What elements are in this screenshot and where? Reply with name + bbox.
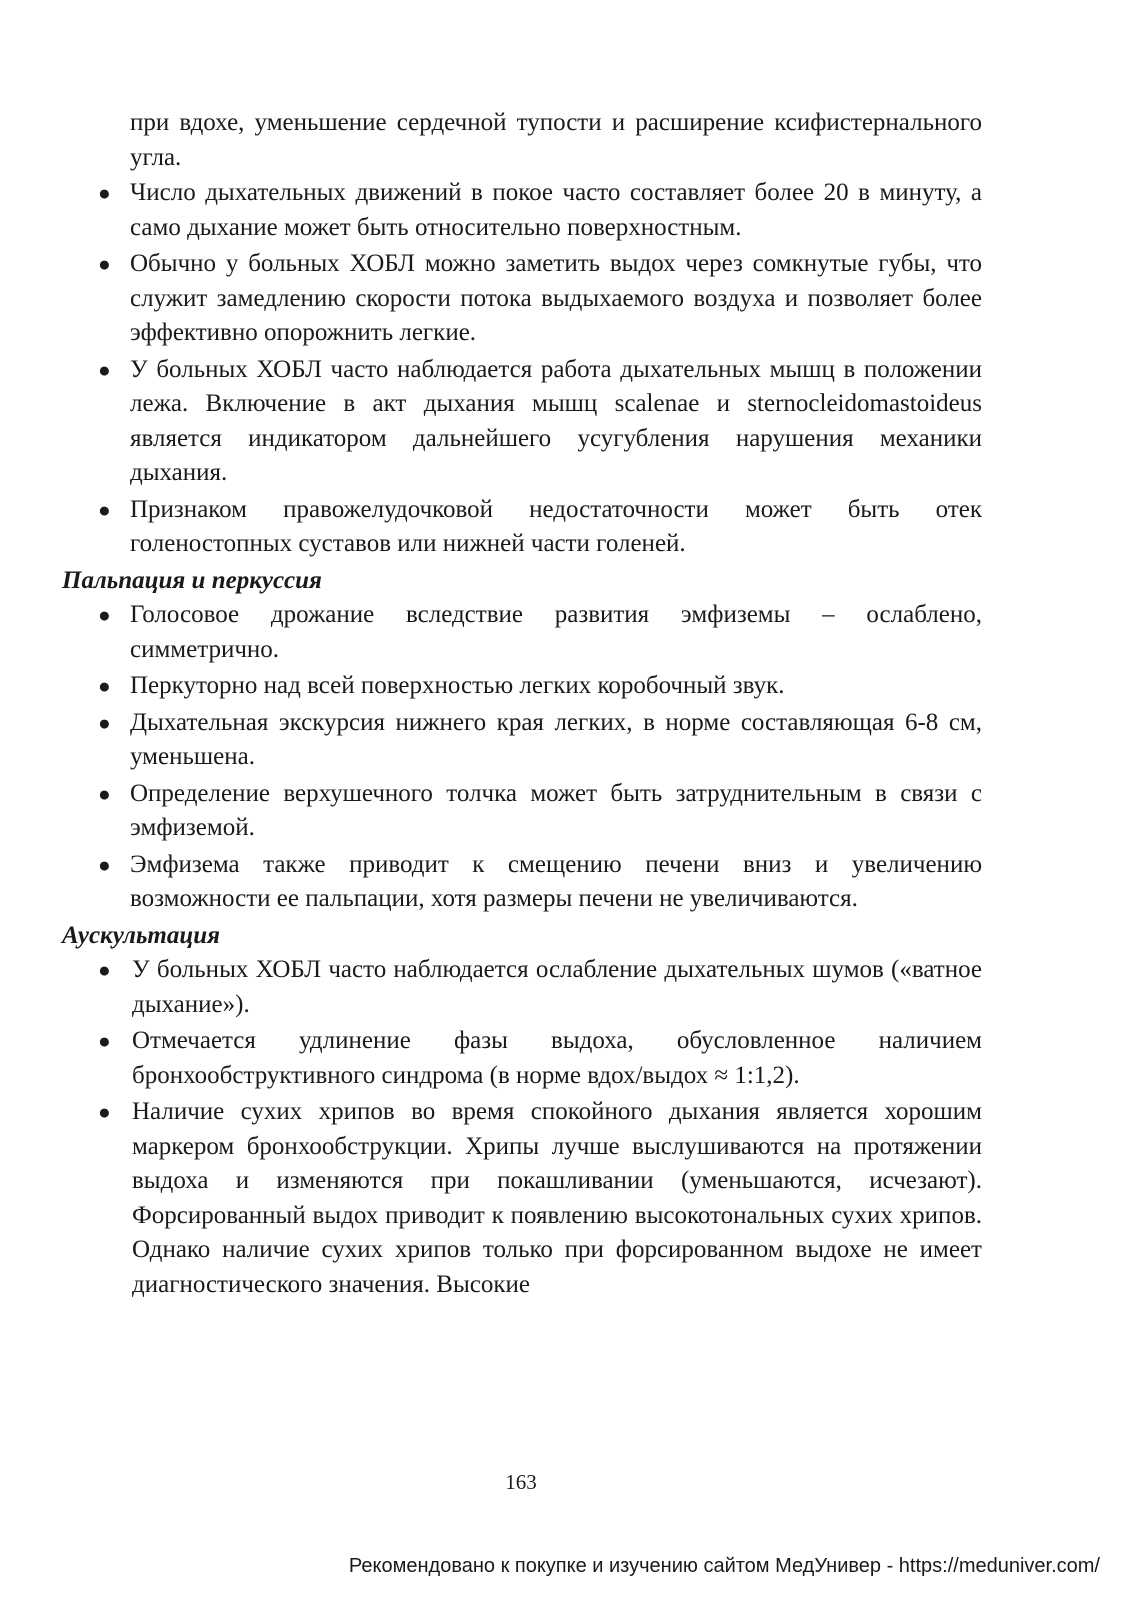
list-item [62,953,982,1022]
list-item-text: У больных ХОБЛ часто наблюдается ослабление дыхательных шумов («ватное дыхание»). [132,956,982,1018]
intro-paragraph: при вдохе, уменьшение сердечной тупости и расширение ксифистернального угла. [130,109,982,171]
bullet-icon: ● [98,1100,111,1124]
section-heading-auscultation: Аускультация [62,921,221,949]
bullet-icon: ● [98,357,111,382]
list-item [62,669,982,704]
list-item [62,848,982,917]
list-item-text: Голосовое дрожание вследствие развития эмфиземы – ослаблено, симметрично. [130,601,982,663]
list-item-text: Дыхательная экскурсия нижнего края легких, в норме составляющая 6-8 см, уменьшена. [130,708,982,770]
list-item [62,493,982,562]
page-number: 163 [505,1470,537,1494]
list-item [62,1024,982,1093]
symptom-list [62,176,982,562]
bullet-icon: ● [98,603,111,627]
page-content [62,106,982,1304]
section-heading-palpation: Пальпация и перкуссия [62,566,322,594]
list-item [62,706,982,775]
bullet-icon: ● [98,497,111,522]
list-item [62,777,982,846]
list-item-text: Признаком правожелудочковой недостаточности может быть отек голеностопных суставов или нижней части голеней. [130,495,982,557]
list-item-text: Отмечается удлинение фазы выдоха, обусловленное наличием бронхообструктивного синдрома (в норме вдох/выдох ≈ 1:1,2). [132,1027,982,1089]
bullet-icon: ● [98,674,111,698]
list-item [62,1095,982,1302]
auscultation-list [62,953,982,1302]
list-item-text: У больных ХОБЛ часто наблюдается работа дыхательных мышц в положении лежа. Включение в акт дыхания мышц scalenae и sternocleidomastoideus является индикатором дальнейшего усугубления нарушения механики дыхания. [130,355,982,486]
list-item-text: Определение верхушечного толчка может быть затруднительным в связи с эмфиземой. [130,779,982,841]
bullet-icon: ● [98,1029,111,1053]
bullet-icon: ● [98,781,111,806]
footer-link-text[interactable]: Рекомендовано к покупке и изучению сайтом МедУнивер - https://meduniver.com/ [348,1555,1100,1577]
bullet-icon: ● [98,181,111,205]
list-item [62,247,982,351]
list-item-text: Число дыхательных движений в покое часто составляет более 20 в минуту, а само дыхание может быть относительно поверхностным. [130,179,982,241]
bullet-icon: ● [98,710,111,735]
list-item [62,353,982,491]
list-item-text: Перкуторно над всей поверхностью легких коробочный звук. [130,672,785,699]
palpation-list [62,598,982,917]
list-item-text: Обычно у больных ХОБЛ можно заметить выдох через сомкнутые губы, что служит замедлению скорости потока выдыхаемого воздуха и позволяет более эффективно опорожнить легкие. [130,250,982,346]
bullet-icon: ● [98,252,111,276]
list-item-text: Наличие сухих хрипов во время спокойного дыхания является хорошим маркером бронхообструкции. Хрипы лучше выслушиваются на протяжении выдоха и изменяются при покашливании (уменьшаются, исчезают). Форсированный выдох приводит к появлению высокотональных сухих хрипов. Однако наличие сухих хрипов только при форсированном выдохе не имеет диагностического значения. Высокие [132,1098,982,1298]
list-item-text: Эмфизема также приводит к смещению печени вниз и увеличению возможности ее пальпации, хотя размеры печени не увеличиваются. [130,850,982,912]
list-item [62,598,982,667]
list-item [62,176,982,245]
bullet-icon: ● [98,852,111,877]
bullet-icon: ● [98,958,111,982]
